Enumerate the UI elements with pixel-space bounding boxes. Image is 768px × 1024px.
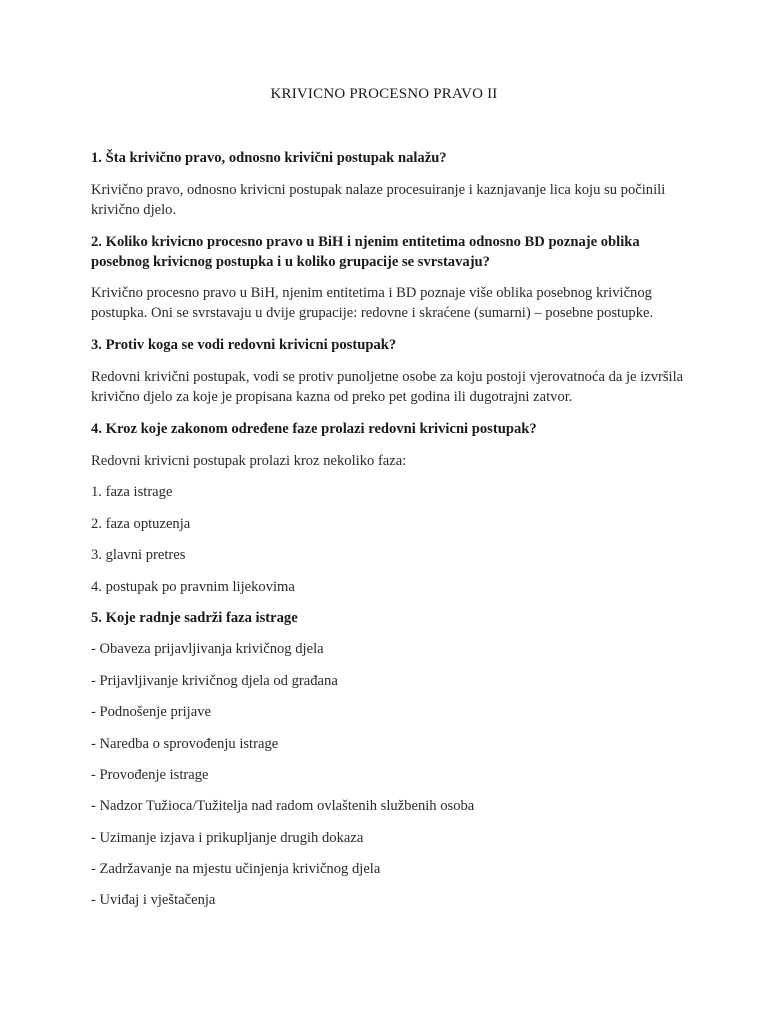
list-item: 2. faza optuzenja bbox=[91, 515, 191, 532]
answer-3: Redovni krivični postupak, vodi se protiv punoljetne osobe za koju postoji vjerovatnoća da je izvršila krivično djelo za koje je propisana kazna od preko pet godina ili dugotrajni zatvor. bbox=[91, 369, 684, 405]
list-item: 3. glavni pretres bbox=[91, 547, 186, 564]
list-item: 1. faza istrage bbox=[91, 484, 173, 501]
list-item: - Zadržavanje na mjestu učinjenja krivičnog djela bbox=[91, 861, 381, 878]
list-item: - Nadzor Tužioca/Tužitelja nad radom ovlaštenih službenih osoba bbox=[91, 798, 475, 815]
list-item: - Provođenje istrage bbox=[91, 766, 209, 783]
list-item: - Uviđaj i vještačenja bbox=[91, 892, 216, 909]
list-item: - Uzimanje izjava i prikupljanje drugih dokaza bbox=[91, 829, 364, 846]
list-item: - Prijavljivanje krivičnog djela od građana bbox=[91, 672, 338, 689]
question-1: 1. Šta krivično pravo, odnosno krivični postupak nalažu? bbox=[91, 150, 447, 166]
question-5: 5. Koje radnje sadrži faza istrage bbox=[91, 609, 298, 626]
question-4: 4. Kroz koje zakonom određene faze prolazi redovni krivicni postupak? bbox=[91, 421, 537, 437]
document-title: KRIVICNO PROCESNO PRAVO II bbox=[270, 86, 498, 102]
answer-4: Redovni krivicni postupak prolazi kroz nekoliko faza: bbox=[91, 453, 407, 469]
list-item: 4. postupak po pravnim lijekovima bbox=[91, 578, 295, 595]
question-2: 2. Koliko krivicno procesno pravo u BiH i njenim entitetima odnosno BD poznaje oblika posebnog krivicnog postupka i u koliko grupacije se svrstavaju? bbox=[91, 234, 640, 270]
answer-1: Krivično pravo, odnosno krivicni postupak nalaze procesuiranje i kaznjavanje lica koju su počinili krivično djelo. bbox=[91, 182, 666, 218]
list-item: - Podnošenje prijave bbox=[91, 704, 211, 721]
document-body bbox=[91, 148, 691, 922]
answer-2: Krivično procesno pravo u BiH, njenim entitetima i BD poznaje više oblika posebnog krivičnog postupka. Oni se svrstavaju u dvije grupacije: redovne i skraćene (sumarni) – posebne postupke. bbox=[91, 285, 654, 321]
question-3: 3. Protiv koga se vodi redovni krivicni postupak? bbox=[91, 337, 397, 353]
list-item: - Naredba o sprovođenju istrage bbox=[91, 735, 279, 752]
list-item: - Obaveza prijavljivanja krivičnog djela bbox=[91, 641, 324, 658]
